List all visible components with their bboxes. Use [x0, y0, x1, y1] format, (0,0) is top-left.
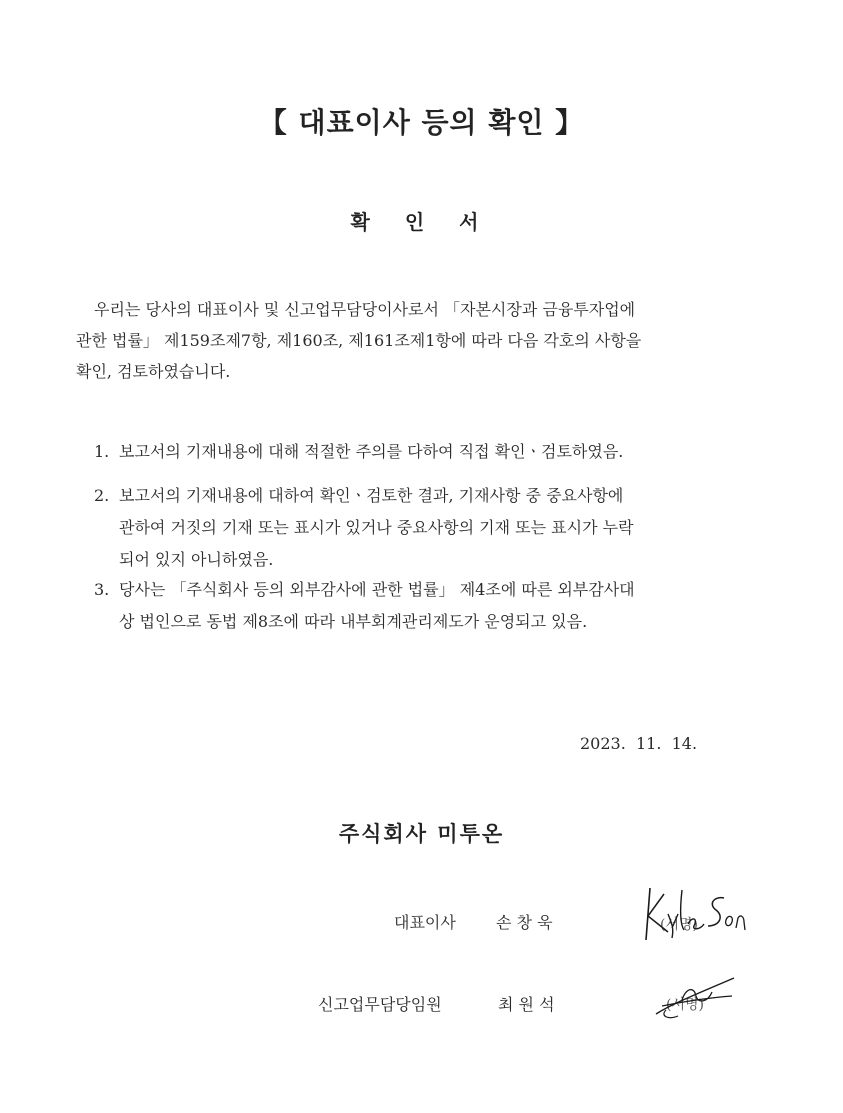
seal-label-ceo: (서명) — [660, 917, 698, 933]
list-item — [94, 574, 774, 638]
item-text-line: 상 법인으로 동법 제8조에 따라 내부회계관리제도가 운영되고 있음. — [119, 612, 588, 631]
signatory-role-officer: 신고업무담당임원 — [318, 995, 442, 1014]
officer-handwritten-signature — [652, 974, 742, 1024]
item-text-line: 관하여 거짓의 기재 또는 표시가 있거나 중요사항의 기재 또는 표시가 누락 — [119, 518, 634, 537]
item-text-line: 당사는 「주식회사 등의 외부감사에 관한 법률」 제4조에 따른 외부감사대 — [119, 580, 635, 599]
signatory-role-ceo: 대표이사 — [394, 913, 456, 932]
document-title: 【 대표이사 등의 확인 】 — [258, 106, 585, 139]
item-text-line: 보고서의 기재내용에 대해 적절한 주의를 다하여 직접 확인ㆍ검토하였음. — [119, 442, 624, 461]
item-number: 3. — [94, 580, 110, 599]
intro-line: 관한 법률」 제159조제7항, 제160조, 제161조제1항에 따라 다음 각호의 사항을 — [76, 331, 642, 350]
intro-line: 확인, 검토하였습니다. — [76, 362, 231, 381]
item-text-line: 보고서의 기재내용에 대하여 확인ㆍ검토한 결과, 기재사항 중 중요사항에 — [119, 486, 624, 505]
signatory-name-ceo: 손 창 욱 — [496, 913, 553, 932]
item-number: 2. — [94, 486, 110, 505]
document-date: 2023. 11. 14. — [580, 734, 698, 753]
intro-line: 우리는 당사의 대표이사 및 신고업무담당이사로서 「자본시장과 금융투자업에 — [94, 300, 636, 319]
list-item — [94, 436, 774, 468]
document-subtitle: 확 인 서 — [350, 210, 493, 234]
ceo-handwritten-signature — [628, 884, 753, 944]
item-number: 1. — [94, 442, 110, 461]
item-text-line: 되어 있지 아니하였음. — [119, 550, 274, 569]
signatory-name-officer: 최 원 석 — [498, 995, 555, 1014]
list-item — [94, 480, 774, 576]
seal-label-officer: (서명) — [666, 997, 704, 1013]
company-name: 주식회사 미투온 — [338, 822, 505, 846]
intro-paragraph — [76, 294, 766, 387]
